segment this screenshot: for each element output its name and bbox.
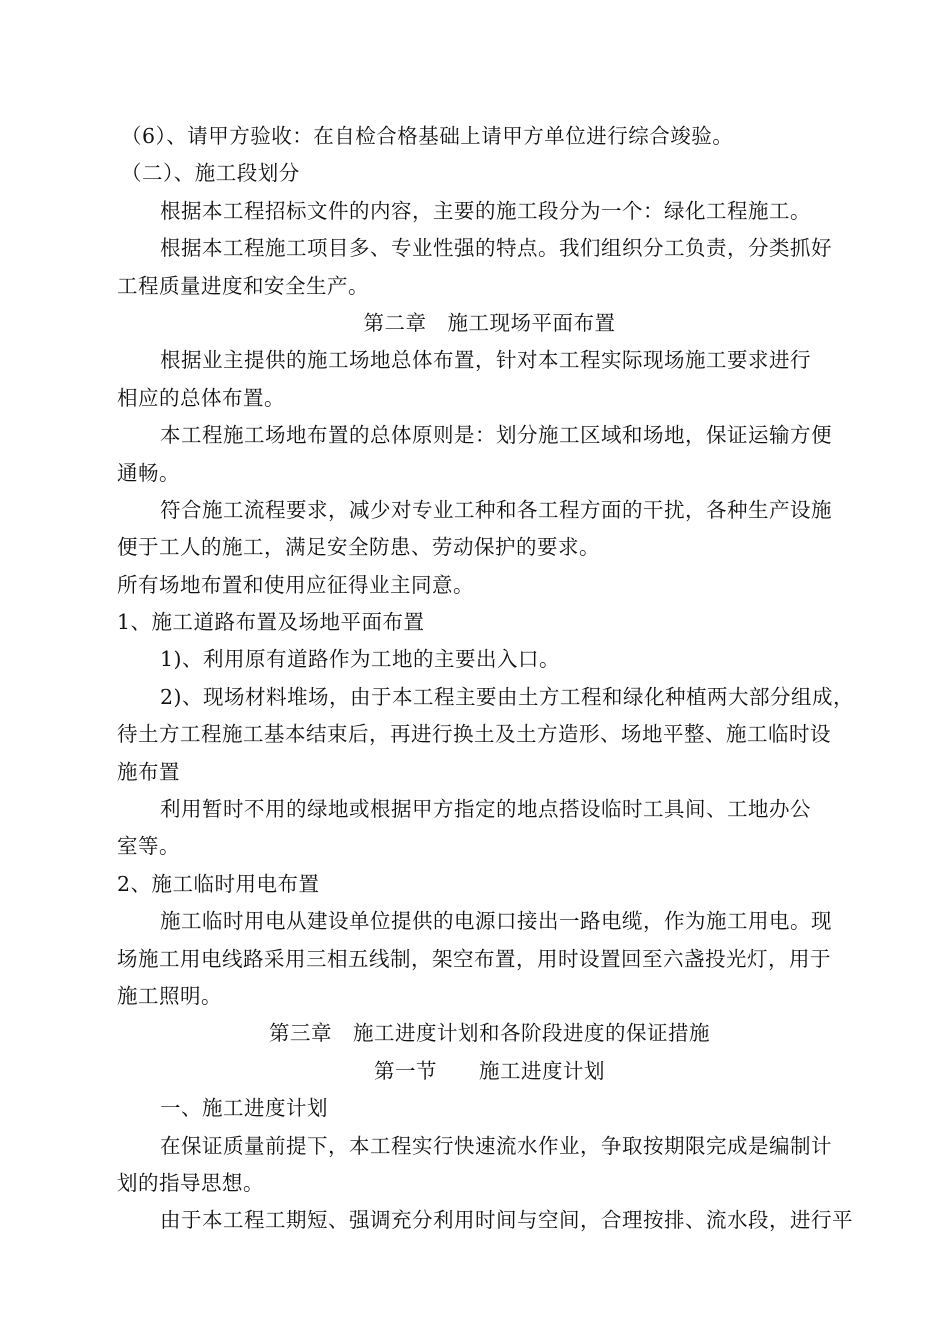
text-line: 本工程施工场地布置的总体原则是：划分施工区域和场地，保证运输方便 <box>160 423 832 448</box>
text-line: 根据本工程招标文件的内容，主要的施工段分为一个：绿化工程施工。 <box>160 198 811 223</box>
text-line: 在保证质量前提下，本工程实行快速流水作业，争取按期限完成是编制计 <box>160 1133 832 1158</box>
text-line: 2)、现场材料堆场，由于本工程主要由土方工程和绿化种植两大部分组成， <box>160 684 855 709</box>
text-line: 由于本工程工期短、强调充分利用时间与空间，合理按排、流水段，进行平 <box>160 1208 853 1233</box>
document-body <box>117 118 862 1240</box>
section-heading: 第二章 施工现场平面布置 <box>363 310 616 335</box>
section-heading: 第三章 施工进度计划和各阶段进度的保证措施 <box>269 1021 710 1046</box>
text-line: 划的指导思想。 <box>117 1170 264 1195</box>
text-line: 通畅。 <box>117 460 180 485</box>
text-line: 2、施工临时用电布置 <box>117 871 320 896</box>
text-line: 利用暂时不用的绿地或根据甲方指定的地点搭设临时工具间、工地办公 <box>160 797 811 822</box>
text-line: 施工临时用电从建设单位提供的电源口接出一路电缆，作为施工用电。现 <box>160 909 832 934</box>
text-line: 符合施工流程要求，减少对专业工种和各工程方面的干扰，各种生产设施 <box>160 497 832 522</box>
text-line: 场施工用电线路采用三相五线制，架空布置，用时设置回至六盏投光灯，用于 <box>117 946 831 971</box>
text-line: （6）、请甲方验收：在自检合格基础上请甲方单位进行综合竣验。 <box>121 124 734 148</box>
text-line: 1、施工道路布置及场地平面布置 <box>117 610 425 635</box>
text-line: 工程质量进度和安全生产。 <box>117 273 369 298</box>
text-line: 施工照明。 <box>117 983 222 1008</box>
text-line: 相应的总体布置。 <box>117 385 285 410</box>
text-line: （二）、施工段划分 <box>121 161 300 186</box>
text-line: 待土方工程施工基本结束后，再进行换土及土方造形、场地平整、施工临时设 <box>117 722 831 747</box>
text-line: 根据业主提供的施工场地总体布置，针对本工程实际现场施工要求进行 <box>160 348 811 373</box>
text-line: 1)、利用原有道路作为工地的主要出入口。 <box>160 647 561 672</box>
text-line: 所有场地布置和使用应征得业主同意。 <box>117 572 474 597</box>
text-line: 便于工人的施工，满足安全防患、劳动保护的要求。 <box>117 535 600 560</box>
text-line: 室等。 <box>117 834 180 859</box>
text-line: 根据本工程施工项目多、专业性强的特点。我们组织分工负责，分类抓好 <box>160 236 832 261</box>
section-heading: 第一节 施工进度计划 <box>374 1058 605 1083</box>
text-line: 一、施工进度计划 <box>160 1096 328 1121</box>
text-line: 施布置 <box>117 759 180 784</box>
